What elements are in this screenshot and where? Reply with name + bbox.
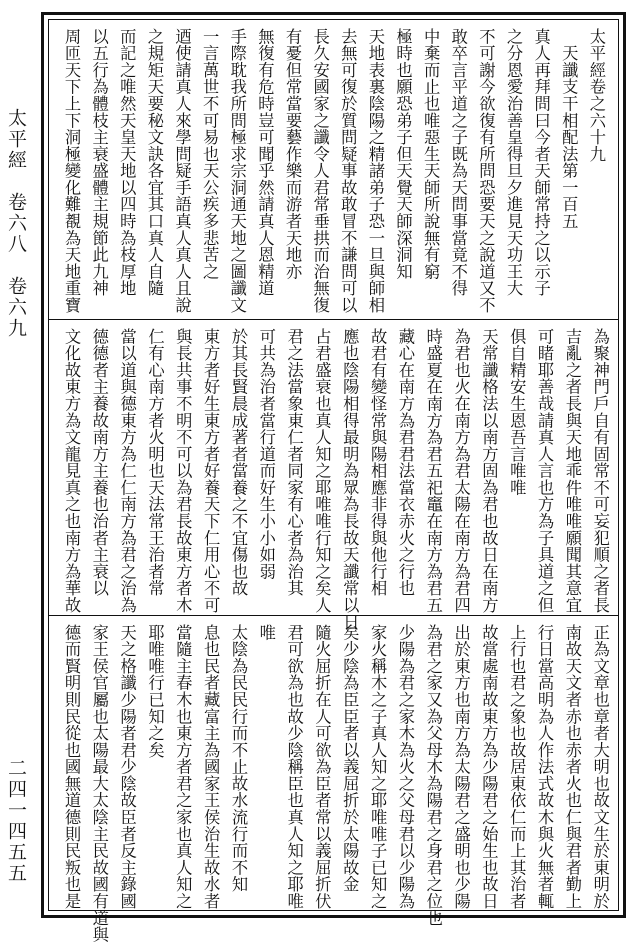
text-column: 息也民者藏富主為國家王侯治生故水者 (201, 624, 221, 910)
text-column: 耶唯唯行已知之矣 (145, 624, 165, 759)
text-column: 而記之唯然天皇天地以四時為枝厚地 (117, 28, 137, 297)
text-column: 正為文章也章者大明也故文生於東明於 (590, 624, 610, 910)
text-column: 仁有心南方者火明也天法常王治者常 (145, 328, 165, 597)
text-column: 中棄而止也唯惡生天師所說無有窮 (421, 28, 441, 280)
text-column: 無復有危時豈可聞乎然請真人恩精道 (255, 28, 275, 297)
text-column: 德德者主養故南方主養也治者主衰以 (89, 328, 109, 597)
text-column: 藏心在南方為君君法當衣赤火之行也 (395, 328, 415, 597)
text-column: 故君有變怪常與陽相應非得與他行相 (368, 328, 388, 597)
text-column: 上行也君之象也故居東依仁而上其治者 (507, 624, 527, 910)
text-column: 出於東方也南方為太陽君之盛明也少陽 (451, 624, 471, 910)
text-column: 君之法當象東仁者同家有心者為治其 (284, 328, 304, 597)
text-column: 應也陰陽相得最明為眾為長故天讖常以日 (340, 328, 360, 631)
text-column: 天常讖格法以南方固為君也故日在南方 (479, 328, 499, 614)
text-column: 以五行為體枝主衰盛體主規節此九神 (89, 28, 109, 297)
text-column: 天地表裏陰陽之精諸弟子恐一旦與師相 (365, 28, 385, 314)
panel-top (49, 20, 618, 320)
text-column: 之規矩天要秘文訣各宜其口真人自隨 (144, 28, 164, 297)
text-column: 家王侯官屬也太陽最大太陰主民故國有道與 (89, 624, 109, 943)
text-column: 天之格讖少陽者君少陰故臣者反主錄國 (117, 624, 137, 910)
text-column: 文化故東方為文龍見真之也南方為華故 (62, 328, 81, 614)
text-column: 當隨主春木也東方者君之家也真人知之 (173, 624, 193, 910)
text-column: 為君也火在南方為君太陽在南方為君四 (451, 328, 471, 614)
text-column: 迺使請真人來學問疑手語真人真人且說 (172, 28, 192, 314)
text-column: 與長共事不明不可以為君長故東方者木 (173, 328, 193, 614)
text-column: 少陽為君之家木為火之父母君以少陽為 (395, 624, 415, 910)
margin-right-title: 太平經 卷六八 卷六九 (5, 108, 27, 339)
text-column: 於其長賢晨成著者當養之不宜傷也故 (228, 328, 248, 597)
text-column: 去無可復於質問疑事故敢冒不謙問可以 (338, 28, 358, 314)
page-border (41, 12, 626, 943)
text-column: 為君之家又為父母木為陽君之身君之位也 (423, 624, 443, 927)
text-column: 俱自精安生恩吾言唯唯 (507, 328, 527, 496)
text-column: 周匝天下上下洞極變化難覩為天地重寶 (62, 28, 81, 314)
text-column: 故當處南故東方為少陽君之始生也故日 (479, 624, 499, 910)
text-column: 可共為治者當行道而好生小小如弱 (256, 328, 276, 580)
text-column: 時盛夏在南方為君五祀竈在南方為君五 (423, 328, 443, 614)
text-columns (59, 28, 604, 313)
text-column: 可睹耶善哉請真人言也方為子具道之但 (535, 328, 555, 614)
text-column: 之分恩愛治善皇得旦夕進見天功王大 (504, 28, 523, 297)
text-column: 君可欲為也故少陰稱臣也真人知之耶唯 (284, 624, 304, 910)
text-column: 東方者好生東方者好養天下仁用心不可 (201, 328, 221, 614)
page-number: 二四一四五五 (5, 758, 27, 884)
text-column: 太陰為民民行而不止故水流行而不知 (228, 624, 248, 893)
text-column: 一言萬世不可易也天公疾多悲苦之 (200, 28, 220, 280)
text-columns (59, 328, 610, 631)
text-column: 當以道與德東方為仁仁南方為君之治為 (117, 328, 137, 614)
text-column: 吉亂之者長與天地乖件唯唯願聞其意宜 (562, 328, 582, 614)
text-column: 隨火屈折在人可欲為臣者常以義屈折伏 (312, 624, 332, 910)
text-column: 為聚神門戶自有固常不可妄犯順之者長 (590, 328, 610, 614)
text-column: 天讖支干相配法第一百五 (559, 28, 579, 230)
text-column: 占君盛衰也真人知之耶唯唯行知之矣人 (312, 328, 332, 614)
text-column: 不可謝今欲復有所問恐要天之說道又不 (476, 28, 496, 314)
text-column: 太平經卷之六十九 (586, 28, 606, 163)
text-column: 極時也願恐弟子但天覺天師深洞知 (393, 28, 413, 280)
text-column: 長久安國家之讖令人君常垂拱而治無復 (310, 28, 330, 314)
text-column: 南故天文者赤也赤者火也仁與君者勤上 (562, 624, 582, 910)
text-column: 真人再拜問曰今者天師常持之以示子 (531, 28, 551, 297)
text-column: 敢卒言平道之子既為天問事當竟不得 (448, 28, 468, 297)
text-column: 有憂但常當要藝作樂而游者天地亦 (283, 28, 302, 280)
text-column: 唯 (256, 624, 276, 641)
text-column: 矣少陰為臣臣者以義屈折於太陽故金 (340, 624, 360, 893)
text-columns (59, 624, 610, 943)
text-column: 手際耽我所問極求宗洞通天地之圖讖文 (227, 28, 247, 314)
panel-bottom (49, 616, 618, 943)
panel-middle (49, 320, 618, 631)
inner-border (48, 19, 619, 943)
text-column: 行日當高明為人作法式故木與火無者輒 (535, 624, 555, 910)
text-column: 家火稱木之子真人知之耶唯唯子已知之 (368, 624, 388, 910)
text-column: 德而賢明則民從也國無道德則民叛也是 (62, 624, 81, 910)
